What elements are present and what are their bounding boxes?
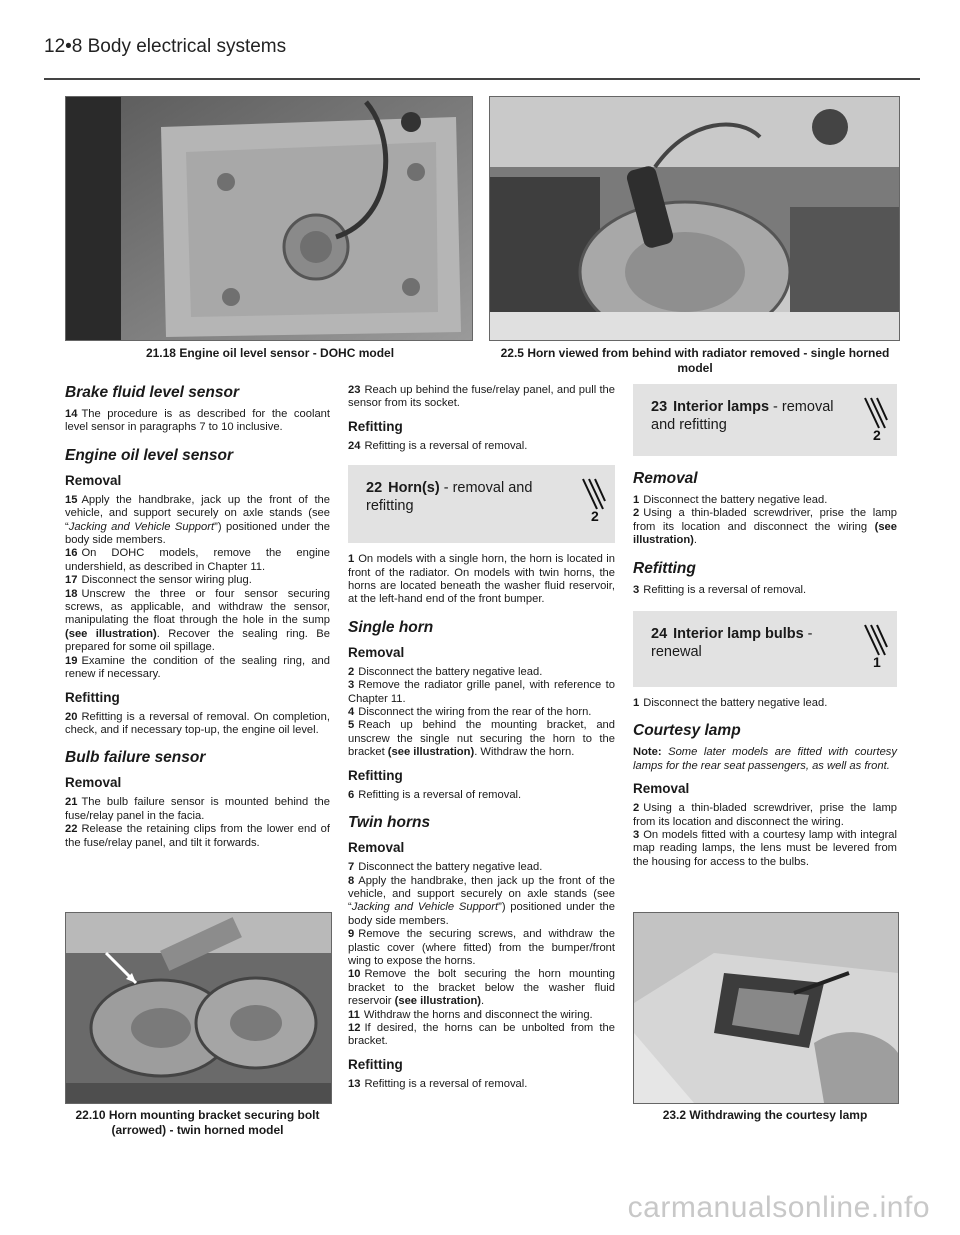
paragraph-9: 9 Remove the securing screws, and withdraw the plastic cover (where fitted) from the bumper/front wing to expose the horns.	[348, 928, 615, 967]
paragraph-3: 3 Remove the radiator grille panel, with reference to Chapter 11.	[348, 679, 615, 705]
heading-bulb-failure-sensor: Bulb failure sensor	[65, 749, 206, 767]
paragraph-16: 16 On DOHC models, remove the engine undershield, as described in Chapter 11.	[65, 547, 330, 573]
paragraph-3: 3 On models fitted with a courtesy lamp with integral map reading lamps, the lens must be levered from the housing for access to the bulbs.	[633, 829, 897, 868]
paragraph-24: 24 Refitting is a reversal of removal.	[348, 439, 528, 452]
svg-text:2: 2	[873, 427, 881, 442]
paragraph-10: 10 Remove the bolt securing the horn mounting bracket to the bracket below the washer fluid reservoir (see illustration).	[348, 968, 615, 1008]
photo-caption-23-2: 23.2 Withdrawing the courtesy lamp	[662, 1108, 868, 1122]
paragraph-4: 4 Disconnect the wiring from the rear of the horn.	[348, 706, 592, 719]
paragraph-20: 20 Refitting is a reversal of removal. On completion, check, and if necessary top-up, the engine oil level.	[65, 710, 330, 736]
photo-oil-level-sensor	[65, 96, 473, 341]
heading-brake-fluid-level-sensor: Brake fluid level sensor	[65, 384, 240, 401]
section-header-23-interior-lamps	[633, 384, 897, 456]
heading-removal: Removal	[348, 644, 405, 660]
section-title: 24 Interior lamp bulbs - renewal	[651, 626, 813, 661]
footer-watermark[interactable]: carmanualsonline.info	[627, 1191, 930, 1224]
heading-removal: Removal	[633, 470, 698, 487]
heading-removal: Removal	[65, 472, 122, 488]
paragraph-13: 13 Refitting is a reversal of removal.	[348, 1077, 528, 1090]
column-2	[348, 384, 615, 1091]
paragraph-18: 18 Unscrew the three or four sensor securing screws, as applicable, and withdraw the sensor, manipulating the float through the hole in the sump (see illustration). Recover the sealing ring. Be prepared for some oil spillage.	[65, 587, 330, 654]
section-title: 22 Horn(s) - removal and refitting	[366, 480, 533, 515]
paragraph-23: 23 Reach up behind the fuse/relay panel, and pull the sensor from its socket.	[348, 384, 615, 410]
svg-text:1: 1	[873, 654, 881, 670]
paragraph-7: 7 Disconnect the battery negative lead.	[348, 861, 543, 874]
heading-refitting: Refitting	[348, 418, 403, 434]
paragraph-6: 6 Refitting is a reversal of removal.	[348, 788, 522, 801]
photo-horn-single	[489, 96, 900, 341]
note: Note: Some later models are fitted with courtesy lamps for the rear seat passengers, as well as front.	[633, 746, 897, 772]
heading-removal: Removal	[348, 840, 405, 856]
section-header-22-horns	[348, 465, 615, 543]
paragraph-17: 17 Disconnect the sensor wiring plug.	[65, 574, 252, 587]
paragraph-22: 22 Release the retaining clips from the lower end of the fuse/relay panel, and tilt it forwards.	[65, 823, 330, 849]
difficulty-spanner-icon	[859, 623, 889, 669]
paragraph-2: 2 Using a thin-bladed screwdriver, prise the lamp from its location and disconnect the wiring.	[633, 802, 897, 828]
heading-refitting: Refitting	[633, 559, 696, 577]
paragraph-15: 15 Apply the handbrake, jack up the front of the vehicle, and support securely on axle stands (see “Jacking and Vehicle Support”) positioned under the body side members.	[65, 493, 331, 547]
heading-courtesy-lamp: Courtesy lamp	[633, 722, 741, 740]
paragraph-21: 21 The bulb failure sensor is mounted behind the fuse/relay panel in the facia.	[65, 796, 330, 822]
paragraph-1: 1 Disconnect the battery negative lead.	[633, 494, 828, 506]
heading-refitting: Refitting	[348, 767, 403, 783]
photo-caption-21-18: 21.18 Engine oil level sensor - DOHC model	[145, 346, 395, 360]
paragraph-3: 3 Refitting is a reversal of removal.	[633, 583, 807, 596]
paragraph-14: 14 The procedure is as described for the coolant level sensor in paragraphs 7 to 10 inclusive.	[65, 408, 330, 434]
paragraph-1: 1 Disconnect the battery negative lead.	[633, 697, 828, 710]
paragraph-2: 2 Disconnect the battery negative lead.	[348, 665, 543, 678]
heading-engine-oil-level-sensor: Engine oil level sensor	[65, 446, 233, 464]
difficulty-spanner-icon	[577, 477, 607, 523]
section-header-24-interior-lamp-bulbs	[633, 611, 897, 687]
column-1	[65, 384, 330, 850]
paragraph-11: 11 Withdraw the horns and disconnect the wiring.	[348, 1008, 593, 1021]
paragraph-5: 5 Reach up behind the mounting bracket, and unscrew the single nut securing the horn to the bracket (see illustration). Withdraw the horn.	[348, 719, 615, 759]
section-title: 23 Interior lamps - removal and refitting	[651, 399, 834, 433]
column-3	[633, 384, 897, 869]
svg-text:2: 2	[591, 508, 599, 524]
heading-twin-horns: Twin horns	[348, 814, 431, 832]
difficulty-spanner-icon	[859, 396, 889, 442]
heading-refitting: Refitting	[65, 689, 120, 705]
paragraph-1: 1 On models with a single horn, the horn is located in front of the radiator. On models with twin horns, the horns are located beneath the washer fluid reservoir, at the left-hand end of the front bumper.	[348, 553, 615, 606]
heading-removal: Removal	[65, 775, 122, 791]
heading-single-horn: Single horn	[348, 618, 434, 636]
paragraph-8: 8 Apply the handbrake, then jack up the front of the vehicle, and support securely on axle stands (see “Jacking and Vehicle Support”) positioned under the body side members.	[348, 874, 616, 927]
paragraph-12: 12 If desired, the horns can be unbolted from the bracket.	[348, 1021, 615, 1048]
photo-caption-22-10: 22.10 Horn mounting bracket securing bolt (arrowed) - twin horned model	[75, 1108, 320, 1137]
photo-courtesy-lamp	[633, 912, 899, 1104]
heading-refitting: Refitting	[348, 1056, 403, 1072]
photo-horn-bracket-twin	[65, 912, 332, 1104]
heading-removal: Removal	[633, 781, 690, 797]
page-title: 12•8 Body electrical systems	[44, 36, 287, 57]
paragraph-19: 19 Examine the condition of the sealing ring, and renew if necessary.	[65, 654, 330, 681]
header-divider	[44, 78, 920, 80]
photo-caption-22-5: 22.5 Horn viewed from behind with radiator removed - single horned model	[500, 346, 890, 375]
paragraph-2: 2 Using a thin-bladed screwdriver, prise the lamp from its location and disconnect the wiring (see illustration).	[633, 507, 897, 547]
